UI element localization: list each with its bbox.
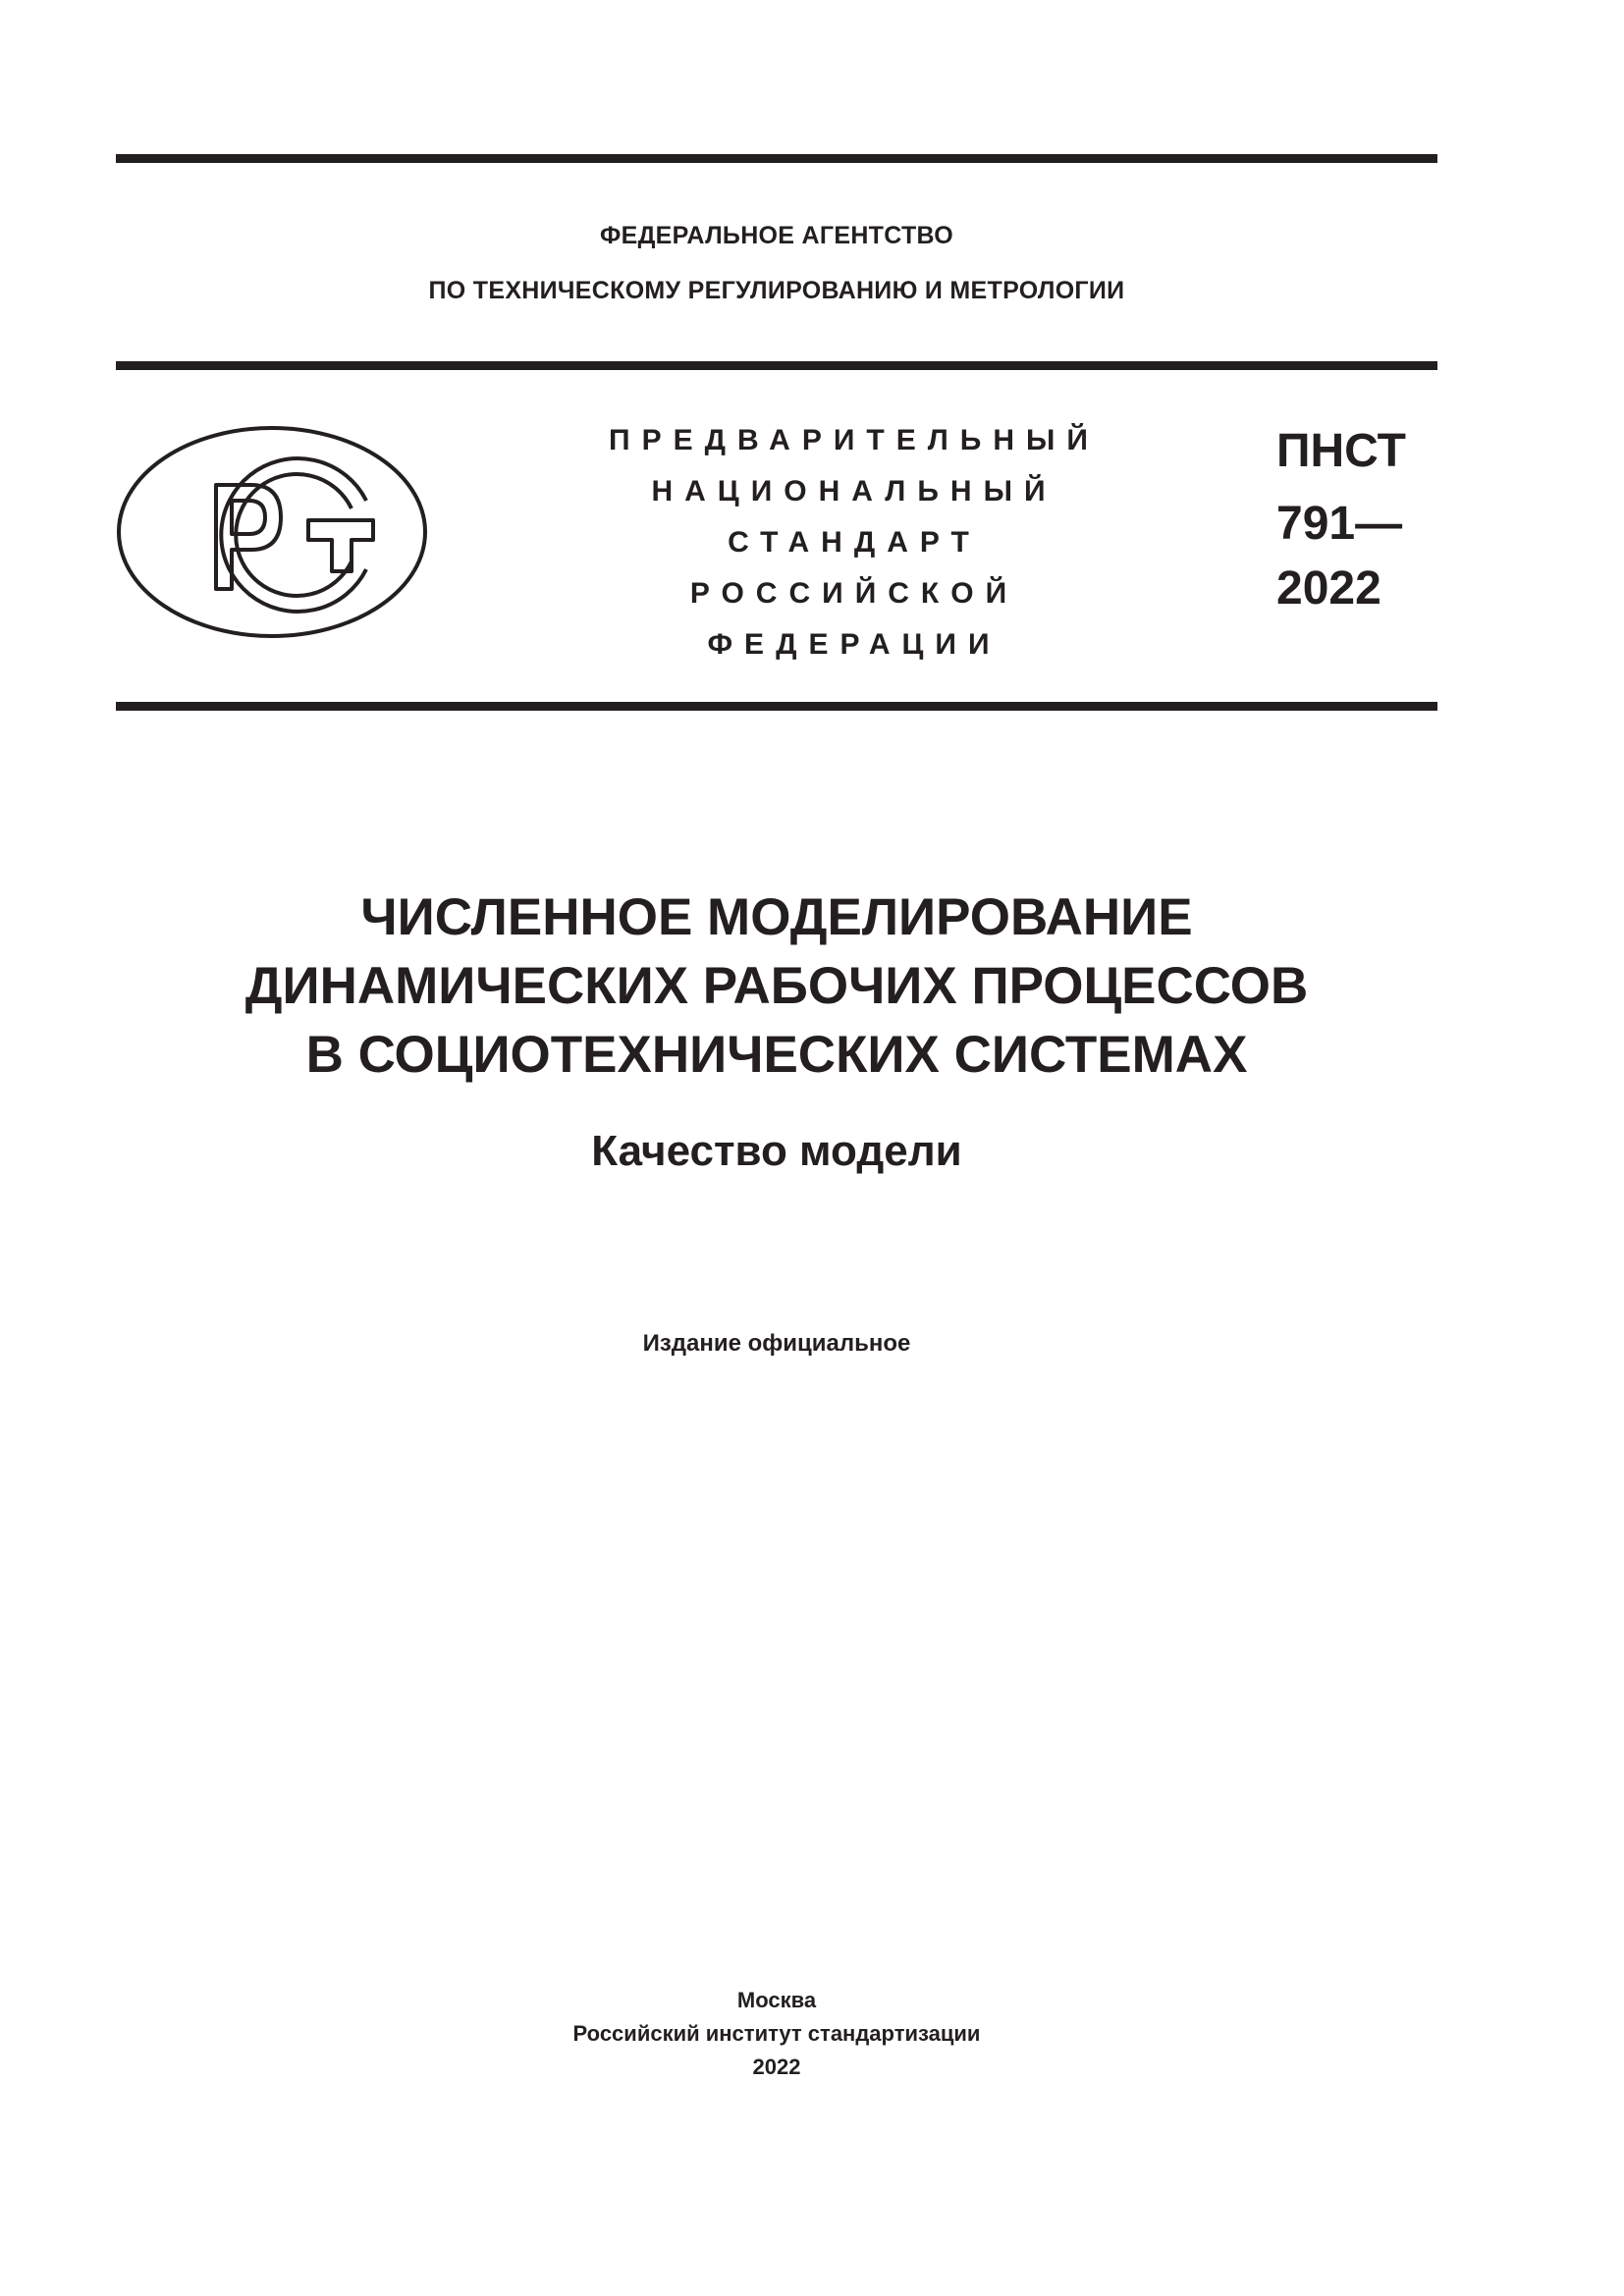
gost-r-emblem-icon bbox=[116, 424, 428, 640]
agency-name-line-1: ФЕДЕРАЛЬНОЕ АГЕНТСТВО bbox=[599, 222, 954, 249]
standard-type-line-5: ФЕДЕРАЦИИ bbox=[707, 628, 1001, 661]
imprint-publisher: Российский институт стандартизации bbox=[572, 2021, 981, 2046]
header-bottom-rule bbox=[116, 702, 1437, 711]
standard-type-line-2: НАЦИОНАЛЬНЫЙ bbox=[651, 475, 1057, 507]
agency-name-line-2: ПО ТЕХНИЧЕСКОМУ РЕГУЛИРОВАНИЮ И МЕТРОЛОГИИ bbox=[428, 277, 1125, 304]
standard-type-line-4: РОССИЙСКОЙ bbox=[689, 577, 1019, 610]
document-subtitle: Качество модели bbox=[591, 1127, 962, 1175]
standard-type-line-3: СТАНДАРТ bbox=[728, 526, 981, 559]
standard-prefix: ПНСТ bbox=[1276, 425, 1406, 477]
document-title-line-3: В СОЦИОТЕХНИЧЕСКИХ СИСТЕМАХ bbox=[305, 1026, 1248, 1084]
standard-type-line-1: ПРЕДВАРИТЕЛЬНЫЙ bbox=[609, 424, 1100, 456]
edition-note: Издание официальное bbox=[642, 1330, 911, 1357]
document-title-line-2: ДИНАМИЧЕСКИХ РАБОЧИХ ПРОЦЕССОВ bbox=[244, 957, 1309, 1015]
standard-year: 2022 bbox=[1276, 562, 1381, 614]
top-rule bbox=[116, 154, 1437, 163]
imprint-year: 2022 bbox=[752, 2055, 801, 2079]
document-title-line-1: ЧИСЛЕННОЕ МОДЕЛИРОВАНИЕ bbox=[360, 888, 1193, 946]
standard-number: 791— bbox=[1276, 498, 1403, 550]
imprint-city: Москва bbox=[736, 1988, 817, 2012]
header-divider bbox=[116, 361, 1437, 370]
